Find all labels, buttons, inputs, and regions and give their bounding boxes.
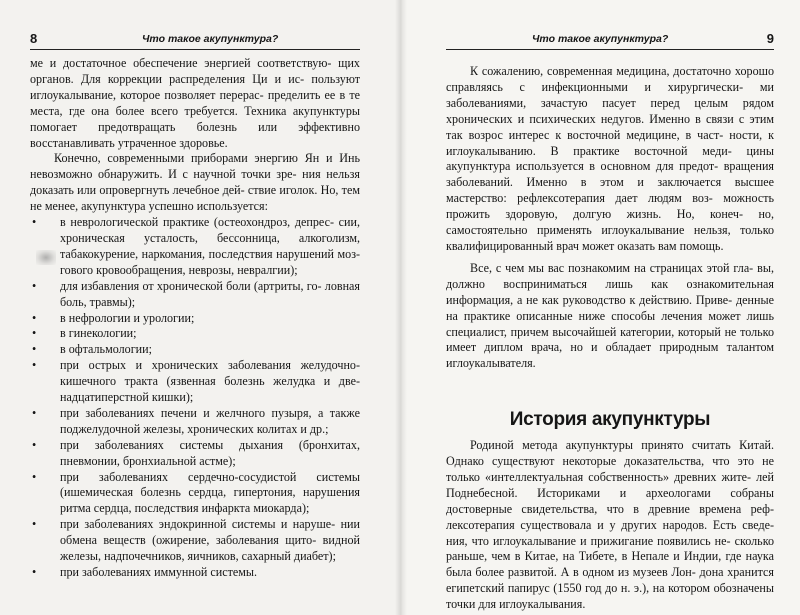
- page-number: 9: [766, 31, 774, 46]
- bullet-icon: •: [32, 326, 37, 341]
- text-line: Конечно, современными приборами энергию Ян и: [54, 151, 333, 166]
- running-title: Что такое акупунктура?: [142, 33, 279, 45]
- bullet-icon: •: [32, 278, 37, 293]
- text-line: высшее мастерство: рефлексотерапия дает людям воз-: [446, 175, 774, 206]
- list-item: • при заболеваниях эндокринной системы и наруше- нии обмена веществ (ожирение, заболевания щито- видной железы, надпочечников, яичников, сахарный диабет);: [32, 517, 360, 564]
- paragraph: [446, 438, 774, 613]
- text-line: К сожалению, современная медицина, достаточно: [470, 64, 732, 78]
- text-line: может лишь специалист, причем высочайшей категории,: [446, 308, 774, 339]
- scan-smudge: [36, 250, 56, 265]
- text-line: ствие иголок. Но, тем не менее, акупунктура успешно: [30, 183, 360, 214]
- text-line: вращения заболеваний. Именно в этом и заключается: [446, 159, 774, 190]
- text-line: или эффективно восстанавливать утраченное здоровье.: [30, 119, 361, 150]
- text-line: дона хранится египетский папирус (1550 год до н. э.), на: [446, 565, 774, 596]
- bullet-icon: •: [32, 405, 37, 420]
- text-line: хорошо справляясь с инфекционными и хирургически-: [446, 64, 774, 94]
- text-line: пользуют иглоукалывание, которое позволяет перерас-: [30, 71, 360, 102]
- text-line: природным талантом иглоукалывателя.: [446, 340, 774, 371]
- text-line: Родиной метода акупунктуры принято считать Китай.: [470, 438, 774, 453]
- list-item: • в гинекологии;: [32, 326, 137, 341]
- list-item: • при заболеваниях иммунной системы.: [32, 565, 258, 579]
- list-item: • при заболеваниях сердечно-сосудистой системы (ишемическая болезнь сердца, гипертония, нарушения ритма сердца, последствия инфаркта миокарда);: [32, 469, 360, 516]
- bullet-icon: •: [32, 517, 37, 532]
- text-line: информация, а не как руководство к действию. Приве-: [446, 292, 733, 307]
- paragraph: [30, 151, 360, 215]
- text-line: цины акупунктура используется в основном для предот-: [446, 143, 774, 174]
- text-line: Инь невозможно обнаружить. И с научной точки зре-: [30, 151, 360, 182]
- text-line: ме и достаточное обеспечение энергией соответствую-: [30, 56, 332, 70]
- text-line: лей Поднебесной. Историками и археологами собраны: [446, 469, 774, 500]
- text-line: сколько раньше, чем в Китае, на Тибете, в Непале и Индии,: [446, 533, 774, 564]
- list-item: • в неврологической практике (остеохондроз, депрес- сии, хроническая усталость, бессонница, алкоголизм, табакокурение, наркомания, последствия нарушений моз- гового кровообращения, неврозы, невралгии);: [32, 215, 360, 277]
- page-number: 8: [30, 31, 38, 46]
- bullet-icon: •: [32, 437, 37, 452]
- indications-list: [30, 215, 360, 581]
- text-line: вы, должно восприниматься лишь как ознакомительная: [446, 260, 774, 291]
- text-line: можность прожить здоровую, долгую жизнь. Но, конеч-: [446, 191, 774, 222]
- list-item: • в офтальмологии;: [32, 342, 152, 357]
- text-line: Однако существуют некоторые доказательства, что это не: [446, 454, 774, 469]
- list-item: • при заболеваниях системы дыхания (бронхитах, пневмонии, бронхиальной астме);: [32, 437, 360, 468]
- page-body-right: [446, 64, 774, 613]
- running-header-left: [30, 27, 360, 50]
- bullet-icon: •: [32, 358, 37, 373]
- text-line: который не только имеет диплом врача, но и обладает: [446, 324, 774, 355]
- bullet-icon: •: [32, 469, 37, 484]
- text-line: используется:: [196, 199, 268, 214]
- text-line: Техника акупунктуры помогает предотвращать болезнь: [30, 103, 360, 134]
- text-line: лексотерапия существовала и у других народов. Есть сведе-: [446, 517, 774, 532]
- text-line: достоверные свидетельства, что в древние времена реф-: [446, 501, 774, 516]
- text-line: ности, к иглоукалыванию. В практике восточной меди-: [446, 127, 774, 158]
- text-line: ния нельзя доказать или опровергнуть лечебное дей-: [30, 167, 360, 198]
- paragraph: [446, 64, 774, 255]
- list-item: • при заболеваниях печени и желчного пузыря, а также поджелудочной железы, хронических колитах и др.;: [32, 405, 360, 436]
- page-body-left: [30, 56, 360, 581]
- text-line: только «интеллектуальная собственность» древних жите-: [446, 469, 752, 484]
- running-header-right: [446, 27, 774, 50]
- list-item: • для избавления от хронической боли (артриты, го- ловная боль, травмы);: [32, 278, 360, 309]
- list-item: • в нефрологии и урологии;: [32, 310, 195, 325]
- text-line: Все, с чем мы вас познакомим на страницах этой гла-: [470, 260, 754, 275]
- text-line: ния, что иглоукалывание и прижигание появились не-: [446, 533, 731, 548]
- text-line: помощь.: [679, 238, 724, 253]
- bullet-icon: •: [32, 310, 37, 325]
- text-line: хронических и психических недугов. Именно в связи с: [446, 111, 745, 126]
- paragraph-continued: [30, 56, 360, 151]
- text-line: этим так возрос интерес к восточной медицине, в част-: [446, 111, 774, 142]
- bullet-icon: •: [32, 342, 37, 357]
- list-item: • при острых и хронических заболевания желудочно- кишечного тракта (язвенная болезнь желудка и две- надцатиперстной кишки);: [32, 358, 360, 405]
- bullet-icon: •: [32, 215, 37, 230]
- text-line: денные на практике описанные ниже способы лечения: [446, 292, 774, 323]
- text-line: котором обозначены точки для иглоукалывания.: [446, 581, 774, 612]
- text-line: где наука была более развитой. А в одном из музеев Лон-: [446, 549, 774, 580]
- text-line: щих органов. Для коррекции распределения Ци и ис-: [30, 56, 360, 86]
- paragraph: [446, 261, 774, 372]
- running-title: Что такое акупунктура?: [532, 33, 669, 45]
- bullet-icon: •: [32, 565, 37, 579]
- page-right: [400, 0, 800, 615]
- section-heading: История акупунктуры: [509, 409, 711, 431]
- text-line: но, самостоятельно применять иглоукалывание нельзя,: [446, 207, 774, 238]
- text-line: ми заболеваниями, зачастую пасует перед целым рядом: [446, 79, 775, 110]
- text-line: пределить ее в те места, где она более всего требуется.: [30, 87, 360, 118]
- text-line: только квалифицированный врач может оказать вам: [446, 223, 774, 253]
